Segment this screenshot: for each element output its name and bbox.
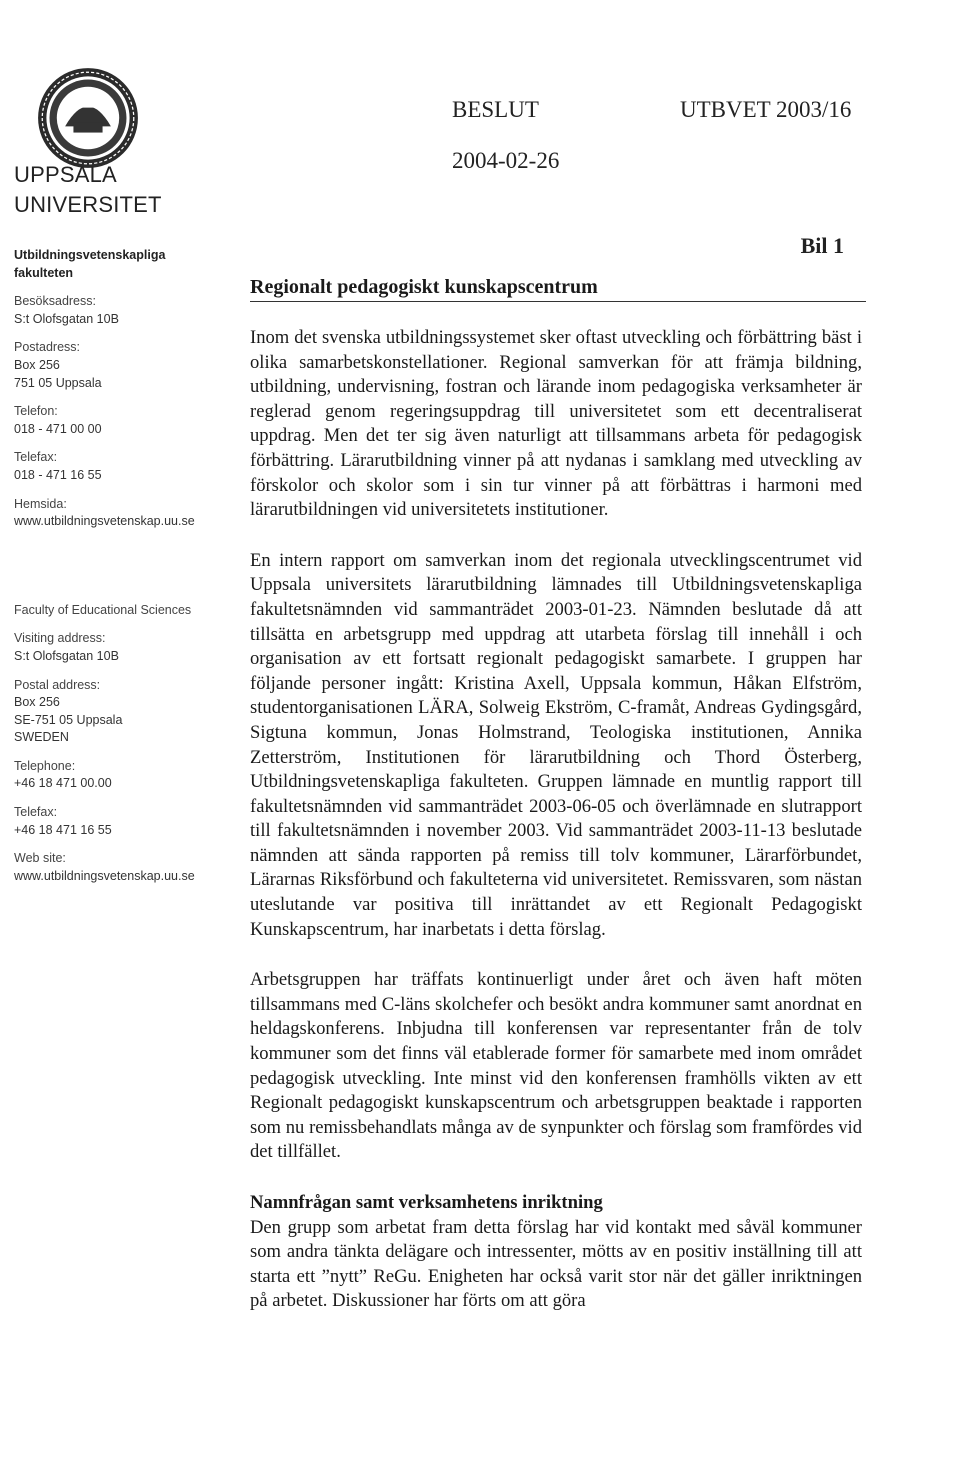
visit-value-sv: S:t Olofsgatan 10B — [14, 311, 119, 326]
fax-label-sv: Telefax: — [14, 450, 58, 465]
postal-label-sv: Postadress: — [14, 340, 81, 355]
university-name — [14, 160, 214, 220]
attachment-label: Bil 1 — [800, 233, 844, 258]
postal-line1-en: Box 256 — [14, 695, 60, 710]
phone-label-sv: Telefon: — [14, 404, 58, 419]
web-link-sv[interactable]: www.utbildningsvetenskap.uu.se — [14, 514, 195, 529]
document-type: BESLUT — [452, 97, 539, 122]
postal-line3-en: SWEDEN — [14, 730, 69, 745]
web-label-sv: Hemsida: — [14, 496, 67, 511]
reference-number: UTBVET 2003/16 — [680, 97, 852, 122]
paragraph-3: Arbetsgruppen har träffats kontinuerligt under året och även haft möten tillsammans med C-läns skolchefer och besökt andra kommuner samt anordnat en heldagskonferens. Inbjudna till konferensen var representanter från de tolv kommuner som det finns väl etablerade former för samarbete med inom området pedagogisk utveckling. Inte minst vid den konferensen framhölls vikten av ett Regionalt pedagogiskt kunskapscentrum och arbetsgruppen beaktade i rapporten som nu remissbehandlats många av de synpunkter och förslag som framfördes vid det tillfället. — [250, 969, 862, 1163]
document-date: 2004-02-26 — [452, 148, 560, 173]
web-label-en: Web site: — [14, 851, 66, 866]
phone-value-sv: 018 - 471 00 00 — [14, 421, 102, 436]
title-divider — [250, 301, 866, 302]
faculty-name-en: Faculty of Educational Sciences — [14, 602, 192, 617]
postal-line1-sv: Box 256 — [14, 357, 60, 372]
fax-label-en: Telefax: — [14, 805, 58, 820]
visit-value-en: S:t Olofsgatan 10B — [14, 648, 119, 663]
postal-label-en: Postal address: — [14, 677, 101, 692]
university-seal-logo — [36, 66, 140, 170]
paragraph-1: Inom det svenska utbildningssystemet sker oftast utveckling och förbättring bäst i olika samarbetskonstellationer. Regional samverkan för att främja bildning, utbildning, undervisning, fostran och lärande inom pedagogiska verksamheter är reglerad genom regeringsuppdrag till universitetet som ett decentraliserat uppdrag. Men det ter sig även naturligt att tillsammans arbeta för pedagogisk förbättring. Lärarutbildning vinner på att nydanas i samklang med utveckling av förskolor och skolor som i sin tur vinner på att förbättras i harmoni med lärarutbildningen vid universitetets institutioner. — [250, 327, 862, 521]
paragraph-2: En intern rapport om samverkan inom det regionala utvecklingscentrumet vid Uppsala universitets lärarutbildning lämnades till Utbildningsvetenskapliga fakultetsnämnden vid sammanträdet 2003-01-23. Nämnden beslutade då att tillsätta en arbetsgrupp med uppdrag att utarbeta förslag till innehåll i och organisation av ett fortsatt regionalt pedagogiskt samarbete. I gruppen har följande personer ingått: Kristina Axell, Uppsala kommun, Håkan Elfström, studentorganisationen LÄRA, Solweig Ekström, C-framåt, Andreas Gydingsgård, Sigtuna kommun, Jonas Holmstrand, Teologiska institutionen, Annika Zetterström, Institutionen för lärarutbildning och Thord Österberg, Utbildningsvetenskapliga fakulteten. Gruppen lämnade en muntlig rapport till fakultetsnämnden vid sammanträdet 2003-06-05 och överlämnade en slutrapport till fakultetsnämnden i november 2003. Vid sammanträdet 2003-11-13 beslutade nämnden att sända rapporten på remiss till tolv kommuner, Lärarförbundet, Lärarnas Riksförbund och fakulteterna vid universitetet. Remissvaren, som nästan uteslutande var positiva till inrättandet av ett Regionalt Pedagogiskt Kunskapscentrum, har inarbetats i detta förslag. — [250, 549, 862, 940]
fax-value-en: +46 18 471 16 55 — [14, 822, 112, 837]
phone-value-en: +46 18 471 00.00 — [14, 776, 112, 791]
postal-line2-en: SE-751 05 Uppsala — [14, 712, 123, 727]
visit-label-sv: Besöksadress: — [14, 294, 96, 309]
address-sidebar — [14, 247, 224, 885]
visit-label-en: Visiting address: — [14, 631, 106, 646]
paragraph-4: Den grupp som arbetat fram detta förslag har vid kontakt med såväl kommuner som andra tänkta delägare och intressenter, mötts av en positiv inställning till att starta ett ”nytt” ReGu. Enigheten har också varit stor när det gäller inriktningen på arbetet. Diskussioner har förts om att göra — [250, 1216, 862, 1312]
fax-value-sv: 018 - 471 16 55 — [14, 467, 102, 482]
university-name-line2: UNIVERSITET — [14, 192, 162, 217]
phone-label-en: Telephone: — [14, 758, 76, 773]
university-name-line1: UPPSALA — [14, 162, 117, 187]
postal-line2-sv: 751 05 Uppsala — [14, 375, 102, 390]
faculty-name-sv: Utbildningsvetenskapliga fakulteten — [14, 248, 166, 280]
web-link-en[interactable]: www.utbildningsvetenskap.uu.se — [14, 868, 195, 883]
page-title: Regionalt pedagogiskt kunskapscentrum — [250, 276, 598, 298]
section-heading: Namnfrågan samt verksamhetens inriktning — [250, 1192, 603, 1213]
document-body — [250, 326, 862, 1314]
